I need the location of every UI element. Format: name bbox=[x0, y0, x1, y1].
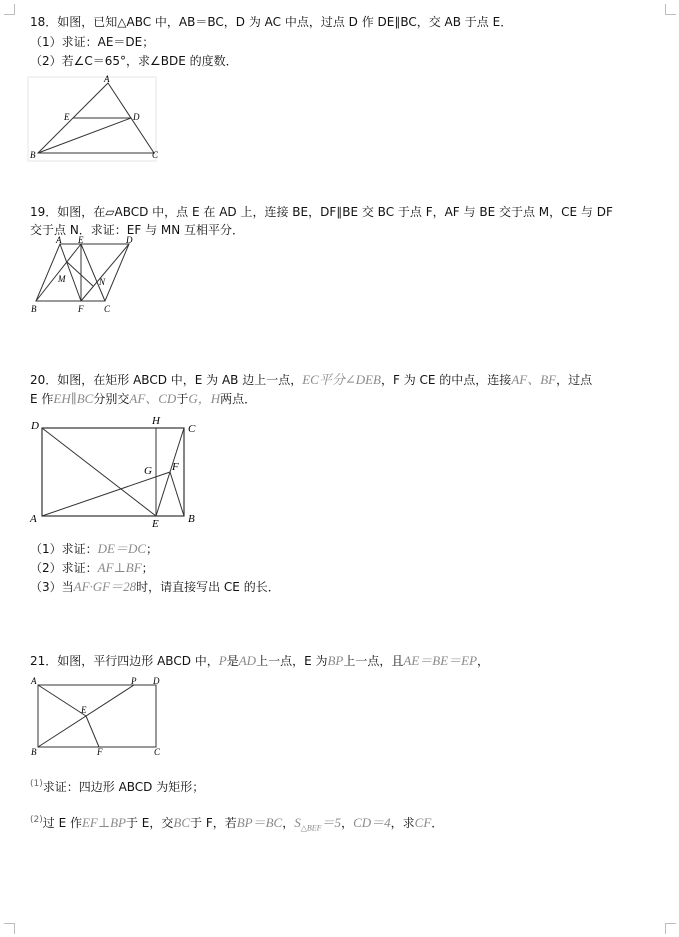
q21-part2-number: (2) bbox=[30, 815, 43, 825]
q21-part2-math-ef-bp: EF⊥BP bbox=[81, 815, 126, 830]
q21-part2-math-bp-bc: BP＝BC bbox=[236, 815, 283, 830]
q18-label-D: D bbox=[133, 112, 140, 122]
q19-label-N: N bbox=[99, 277, 106, 287]
q21-label-P: P bbox=[131, 676, 137, 686]
q21-part2-end: ． bbox=[431, 816, 444, 830]
q21-stem-math-p: P bbox=[218, 653, 227, 668]
q20-part3 bbox=[30, 579, 280, 595]
q18-figure bbox=[28, 75, 168, 165]
q21-part2-text2: 于 E，交 bbox=[125, 816, 174, 830]
q20-part2-math: AF⊥BF bbox=[97, 560, 142, 575]
q20-stem1-text3: ，过点 bbox=[556, 373, 593, 387]
q20-label-C: C bbox=[188, 423, 196, 435]
q20-part2-text: （2）求证： bbox=[30, 561, 98, 575]
q21-part2-math-cd: CD＝4 bbox=[353, 815, 391, 830]
q21-part2-math-cf: CF bbox=[414, 815, 432, 830]
q20-stem2-math-g-h: G，H bbox=[188, 391, 221, 406]
q20-label-B: B bbox=[188, 513, 195, 525]
q20-stem1-text: 20．如图，在矩形 ABCD 中，E 为 AB 边上一点， bbox=[30, 373, 303, 387]
q20-label-D: D bbox=[31, 420, 39, 432]
q20-part1-math: DE＝DC bbox=[97, 541, 147, 556]
q21-part2-text4: ，求 bbox=[390, 816, 415, 830]
q19-label-D: D bbox=[126, 235, 133, 245]
q19-label-B: B bbox=[31, 304, 37, 314]
q19-stem-line2: 交于点 N．求证：EF 与 MN 互相平分． bbox=[30, 223, 245, 237]
q21-label-D: D bbox=[153, 676, 160, 686]
q21-part2 bbox=[30, 812, 443, 836]
q20-stem-line1 bbox=[30, 372, 592, 388]
q20-part1-end: ； bbox=[146, 542, 159, 556]
q18-label-E: E bbox=[64, 112, 70, 122]
q18-label-C: C bbox=[152, 150, 159, 160]
q21-stem-math-ad: AD bbox=[238, 653, 257, 668]
q20-stem2-text2: 分别交 bbox=[93, 392, 130, 406]
q20-label-E: E bbox=[152, 518, 159, 530]
q18-stem: 18．如图，已知△ABC 中，AB＝BC，D 为 AC 中点，过点 D 作 DE∥BC，交 AB 于点 E． bbox=[30, 15, 513, 29]
q20-stem-line2 bbox=[30, 391, 256, 407]
q21-stem bbox=[30, 653, 489, 669]
q21-label-E: E bbox=[81, 705, 87, 715]
q21-part2-comma2: ， bbox=[341, 816, 354, 830]
q19-label-C: C bbox=[104, 304, 111, 314]
q20-part3-text: （3）当 bbox=[30, 580, 74, 594]
q20-stem2-text3: 于 bbox=[176, 392, 189, 406]
q21-stem-text2: 是 bbox=[226, 654, 239, 668]
q21-label-C: C bbox=[154, 747, 161, 757]
corner-mark-top-right bbox=[665, 4, 676, 15]
q20-part2-end: ； bbox=[141, 561, 154, 575]
q20-label-A: A bbox=[30, 513, 37, 525]
q20-label-F: F bbox=[172, 461, 179, 473]
q21-part2-comma1: ， bbox=[282, 816, 295, 830]
q18-part2: （2）若∠C＝65°，求∠BDE 的度数． bbox=[30, 54, 238, 68]
q21-part2-math-bc: BC bbox=[173, 815, 190, 830]
q21-figure bbox=[28, 675, 178, 760]
q21-part1-text: 求证：四边形 ABCD 为矩形； bbox=[42, 780, 205, 794]
q21-stem-math-equal: AE＝BE＝EP bbox=[403, 653, 478, 668]
q20-part1-text: （1）求证： bbox=[30, 542, 98, 556]
q21-part1 bbox=[30, 776, 204, 795]
q21-part2-math-s-subscript: △BEF bbox=[300, 823, 322, 833]
q21-label-F: F bbox=[97, 747, 103, 757]
q21-part2-text3: 于 F，若 bbox=[190, 816, 237, 830]
q21-part1-number: (1) bbox=[30, 779, 43, 789]
q20-label-G: G bbox=[144, 465, 152, 477]
q20-stem2-text4: 两点． bbox=[220, 392, 257, 406]
q20-figure bbox=[28, 412, 208, 532]
q21-stem-math-bp: BP bbox=[327, 653, 344, 668]
q20-stem1-text2: ，F 为 CE 的中点，连接 bbox=[381, 373, 512, 387]
q21-stem-text: 21．如图，平行四边形 ABCD 中， bbox=[30, 654, 219, 668]
q19-label-M: M bbox=[58, 274, 66, 284]
q18-label-B: B bbox=[30, 150, 36, 160]
q21-part2-math-s-value: ＝5 bbox=[321, 815, 342, 830]
q21-part2-text: 过 E 作 bbox=[42, 816, 82, 830]
q21-label-B: B bbox=[31, 747, 37, 757]
q20-label-H: H bbox=[152, 415, 160, 427]
q20-stem2-math-af-cd: AF、CD bbox=[129, 391, 177, 406]
q20-part2 bbox=[30, 560, 154, 576]
q21-stem-end: ， bbox=[477, 654, 490, 668]
q20-stem1-math-bisect: EC平分∠DEB bbox=[302, 372, 381, 387]
q20-part1 bbox=[30, 541, 158, 557]
corner-mark-top-left bbox=[4, 4, 15, 15]
q21-stem-text4: 上一点，且 bbox=[343, 654, 404, 668]
q18-part1: （1）求证：AE＝DE； bbox=[30, 35, 155, 49]
q20-stem1-math-af-bf: AF、BF bbox=[511, 372, 557, 387]
q21-stem-text3: 上一点，E 为 bbox=[256, 654, 328, 668]
q19-label-E: E bbox=[78, 235, 84, 245]
corner-mark-bottom-left bbox=[4, 923, 15, 934]
q19-stem-line1: 19．如图，在▱ABCD 中，点 E 在 AD 上，连接 BE，DF∥BE 交 BC 于点 F，AF 与 BE 交于点 M，CE 与 DF bbox=[30, 205, 613, 219]
q19-label-F: F bbox=[78, 304, 84, 314]
q21-part2-math-s: S bbox=[294, 815, 301, 830]
corner-mark-bottom-right bbox=[665, 923, 676, 934]
q19-label-A: A bbox=[56, 235, 62, 245]
q20-part3-math: AF·GF＝28 bbox=[73, 579, 137, 594]
q19-figure bbox=[28, 235, 148, 318]
q20-stem2-text: E 作 bbox=[30, 392, 54, 406]
q20-stem2-math-eh-bc: EH∥BC bbox=[53, 391, 94, 406]
q20-part3-end: 时，请直接写出 CE 的长． bbox=[136, 580, 280, 594]
q21-label-A: A bbox=[31, 676, 37, 686]
q18-label-A: A bbox=[104, 74, 110, 84]
